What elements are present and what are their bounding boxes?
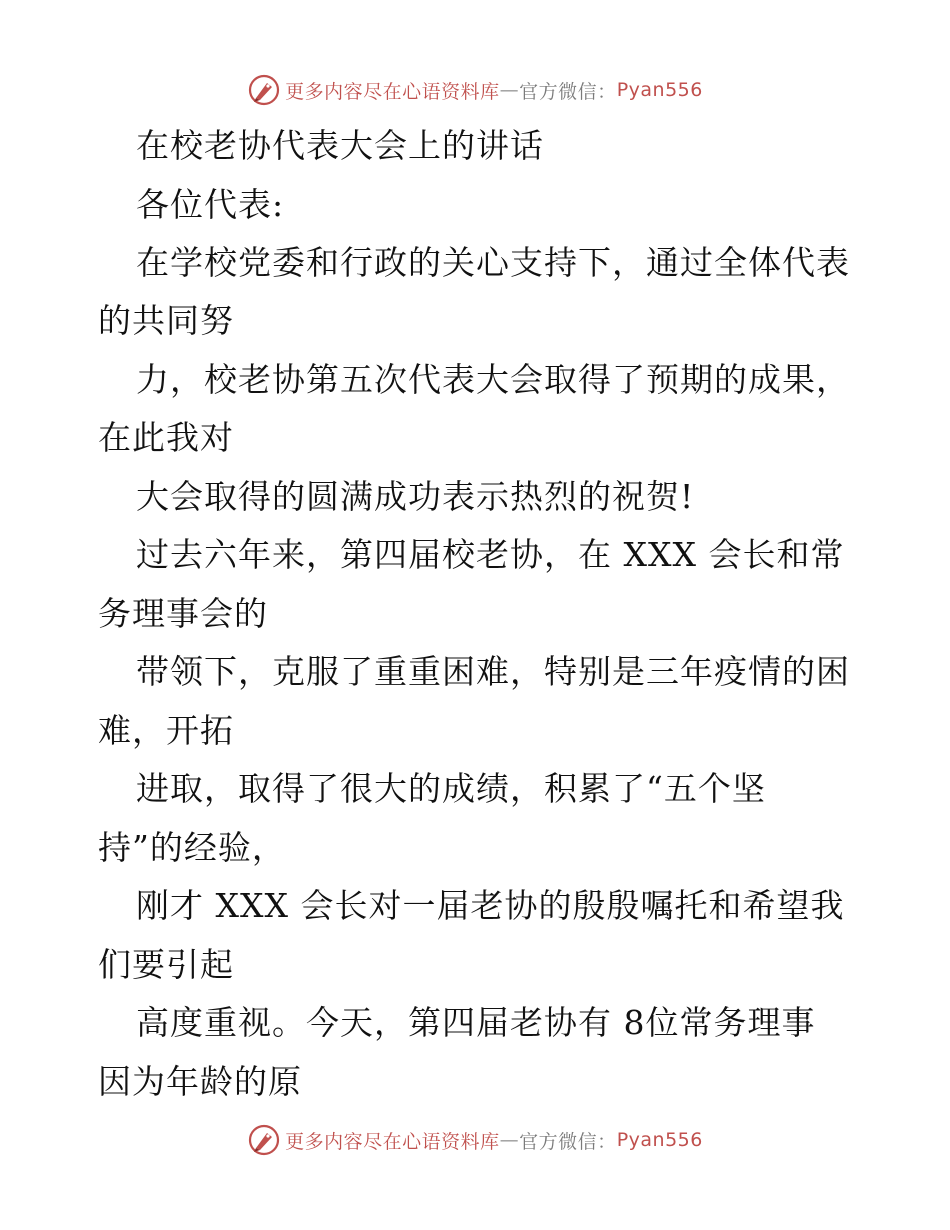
text-line: 进取，取得了很大的成绩，积累了“五个坚 [136,769,766,808]
watermark-site-text: 更多内容尽在心语资料库 [285,80,500,103]
document-title: 在校老协代表大会上的讲话 [136,126,544,165]
text-line: 的共同努 [98,301,234,340]
text-line: 高度重视。今天，第四届老协有 8位常务理事 [136,1003,816,1042]
text-line: 大会取得的圆满成功表示热烈的祝贺! [136,477,695,516]
watermark-wechat-id: Pyan556 [616,1129,703,1151]
text-line: 在此我对 [98,418,234,457]
watermark-site-text: 更多内容尽在心语资料库 [285,1130,500,1153]
text-line: 务理事会的 [98,594,268,633]
salutation: 各位代表: [136,185,285,224]
text-line: 们要引起 [98,945,234,984]
text-line: 难，开拓 [98,711,234,750]
watermark-separator: — [499,79,520,101]
text-line: 力，校老协第五次代表大会取得了预期的成果， [136,360,850,399]
text-line: 在学校党委和行政的关心支持下，通过全体代表 [136,243,850,282]
pen-nib-icon [247,1123,281,1157]
watermark-separator: — [499,1129,520,1151]
text-line: 因为年龄的原 [98,1062,302,1101]
watermark-wechat-label: 官方微信： [519,80,617,103]
text-line: 带领下，克服了重重困难，特别是三年疫情的困 [136,652,850,691]
text-line: 过去六年来，第四届校老协，在 XXX 会长和常 [136,535,845,574]
text-line: 持”的经验， [98,828,286,867]
text-line: 刚才 XXX 会长对一届老协的殷殷嘱托和希望我 [136,886,845,925]
watermark-wechat-id: Pyan556 [616,79,703,101]
footer-watermark [0,1120,950,1160]
watermark-wechat-label: 官方微信： [519,1130,617,1153]
